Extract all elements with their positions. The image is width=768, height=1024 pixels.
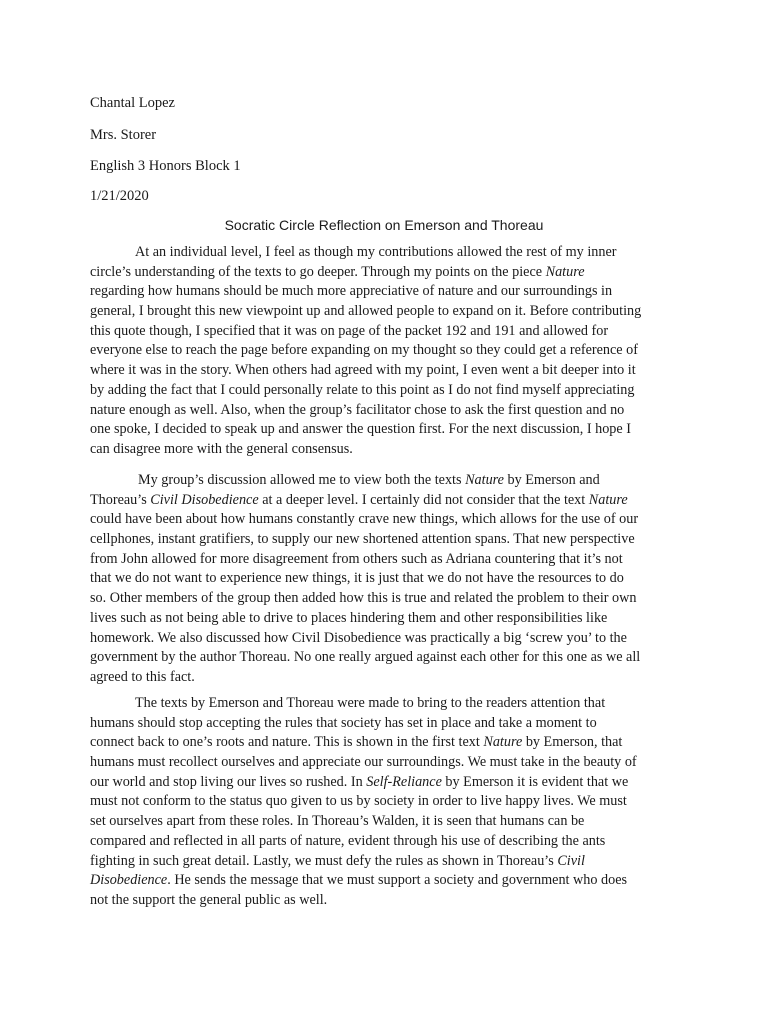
paragraph-line [90, 263, 690, 283]
paragraph-line: lives such as not being able to drive to places hindering them and other responsibilities like [90, 609, 608, 626]
paragraph-line: so. Other members of the group then added how this is true and related the problem to their own [90, 590, 637, 607]
paragraph-line: not the support the general public as well. [90, 891, 328, 908]
italic-title: Nature [465, 472, 504, 488]
italic-title: Nature [588, 491, 628, 508]
italic-title: Civil Disobedience [150, 491, 259, 508]
title-prefix: Socratic Circle Reflection on [224, 217, 405, 233]
paragraph-3 [90, 694, 690, 911]
paragraph-text: . He sends the message that we must support a society and government who does [167, 872, 628, 889]
paragraph-line: The texts by Emerson and Thoreau were made to bring to the readers attention that [135, 695, 606, 711]
paragraph-line: everyone else to reach the page before expanding on my thought so they could get a reference of [90, 342, 638, 359]
teacher-name: Mrs. Storer [90, 127, 157, 143]
paragraph-line: can disagree more with the general consensus. [90, 440, 353, 457]
paragraph-text: our world and stop living our lives so rushed. In [90, 773, 367, 790]
paragraph-line: humans should stop accepting the rules that society has set in place and take a moment to [90, 714, 597, 731]
paragraph-line: this quote though, I specified that it was on page of the packet 192 and 191 and allowed for [90, 322, 609, 339]
paragraph-line: government by the author Thoreau. No one really argued against each other for this one as we all [90, 649, 641, 666]
italic-title: Nature [545, 263, 585, 280]
paragraph-1 [90, 243, 690, 460]
paragraph-line [90, 733, 690, 753]
paragraph-line: nature enough as well. Also, when the group’s facilitator chose to ask the first question and no [90, 401, 625, 418]
paragraph-text: Thoreau’s [90, 491, 151, 508]
document-date: 1/21/2020 [90, 188, 149, 204]
paragraph-2 [90, 471, 690, 688]
paragraph-line: could have been about how humans constantly crave new things, which allows for the use of our [90, 511, 639, 528]
paragraph-line: general, I brought this new viewpoint up and allowed people to expand on it. Before contributing [90, 303, 642, 320]
student-name: Chantal Lopez [90, 95, 175, 111]
paragraph-line: by adding the fact that I could personally relate to this point as I do not find myself appreciating [90, 381, 635, 398]
paragraph-text: connect back to one’s roots and nature. This is shown in the first text [90, 734, 484, 751]
paragraph-line: from John allowed for more disagreement from others such as Adriana countering that it’s not [90, 550, 623, 567]
paragraph-line [90, 471, 690, 491]
italic-title: Nature [483, 734, 523, 751]
paragraph-line: that we do not want to experience new things, it is just that we do not have the resources to do [90, 570, 624, 587]
italic-title: Self-Reliance [366, 773, 442, 790]
paragraph-line: cellphones, instant gratifiers, to supply our new shortened attention spans. That new perspective [90, 531, 635, 548]
paragraph-line: one spoke, I decided to speak up and answer the question first. For the next discussion, I hope I [90, 421, 631, 438]
paragraph-line: At an individual level, I feel as though my contributions allowed the rest of my inner [135, 244, 617, 260]
paragraph-line: must not conform to the status quo given to us by society in order to live happy lives. We must [90, 793, 627, 810]
paragraph-text: at a deeper level. I certainly did not consider that the text [258, 491, 589, 508]
paragraph-line: where it was in the story. When others had agreed with my point, I even went a bit deeper into it [90, 362, 636, 379]
paragraph-line: set ourselves apart from these roles. In Thoreau’s Walden, it is seen that humans can be [90, 813, 585, 830]
paragraph-line: homework. We also discussed how Civil Disobedience was practically a big ‘screw you’ to the [90, 629, 627, 646]
course-name: English 3 Honors Block 1 [90, 158, 241, 174]
paragraph-text: fighting in such great detail. Lastly, we must defy the rules as shown in Thoreau’s [90, 852, 558, 869]
paragraph-text: circle’s understanding of the texts to go deeper. Through my points on the piece [90, 263, 546, 280]
paragraph-line [90, 871, 690, 891]
paragraph-line [90, 491, 690, 511]
paragraph-line: compared and reflected in all parts of nature, evident through his use of describing the ants [90, 832, 606, 849]
title-subject: Emerson and Thoreau [404, 217, 544, 233]
paragraph-line: regarding how humans should be much more appreciative of nature and our surroundings in [90, 283, 613, 300]
paragraph-line [90, 852, 690, 872]
paragraph-text: by Emerson and [503, 472, 600, 488]
italic-title: Civil [557, 852, 585, 869]
paragraph-line [90, 773, 690, 793]
paragraph-line: humans must recollect ourselves and appreciate our surroundings. We must take in the beauty of [90, 754, 637, 771]
paragraph-line: agreed to this fact. [90, 668, 195, 685]
paragraph-text: My group’s discussion allowed me to view both the texts [138, 472, 466, 488]
paragraph-text: by Emerson, that [522, 734, 623, 751]
paragraph-text: by Emerson it is evident that we [441, 773, 629, 790]
document-title [0, 216, 768, 234]
italic-title: Disobedience [90, 872, 168, 889]
